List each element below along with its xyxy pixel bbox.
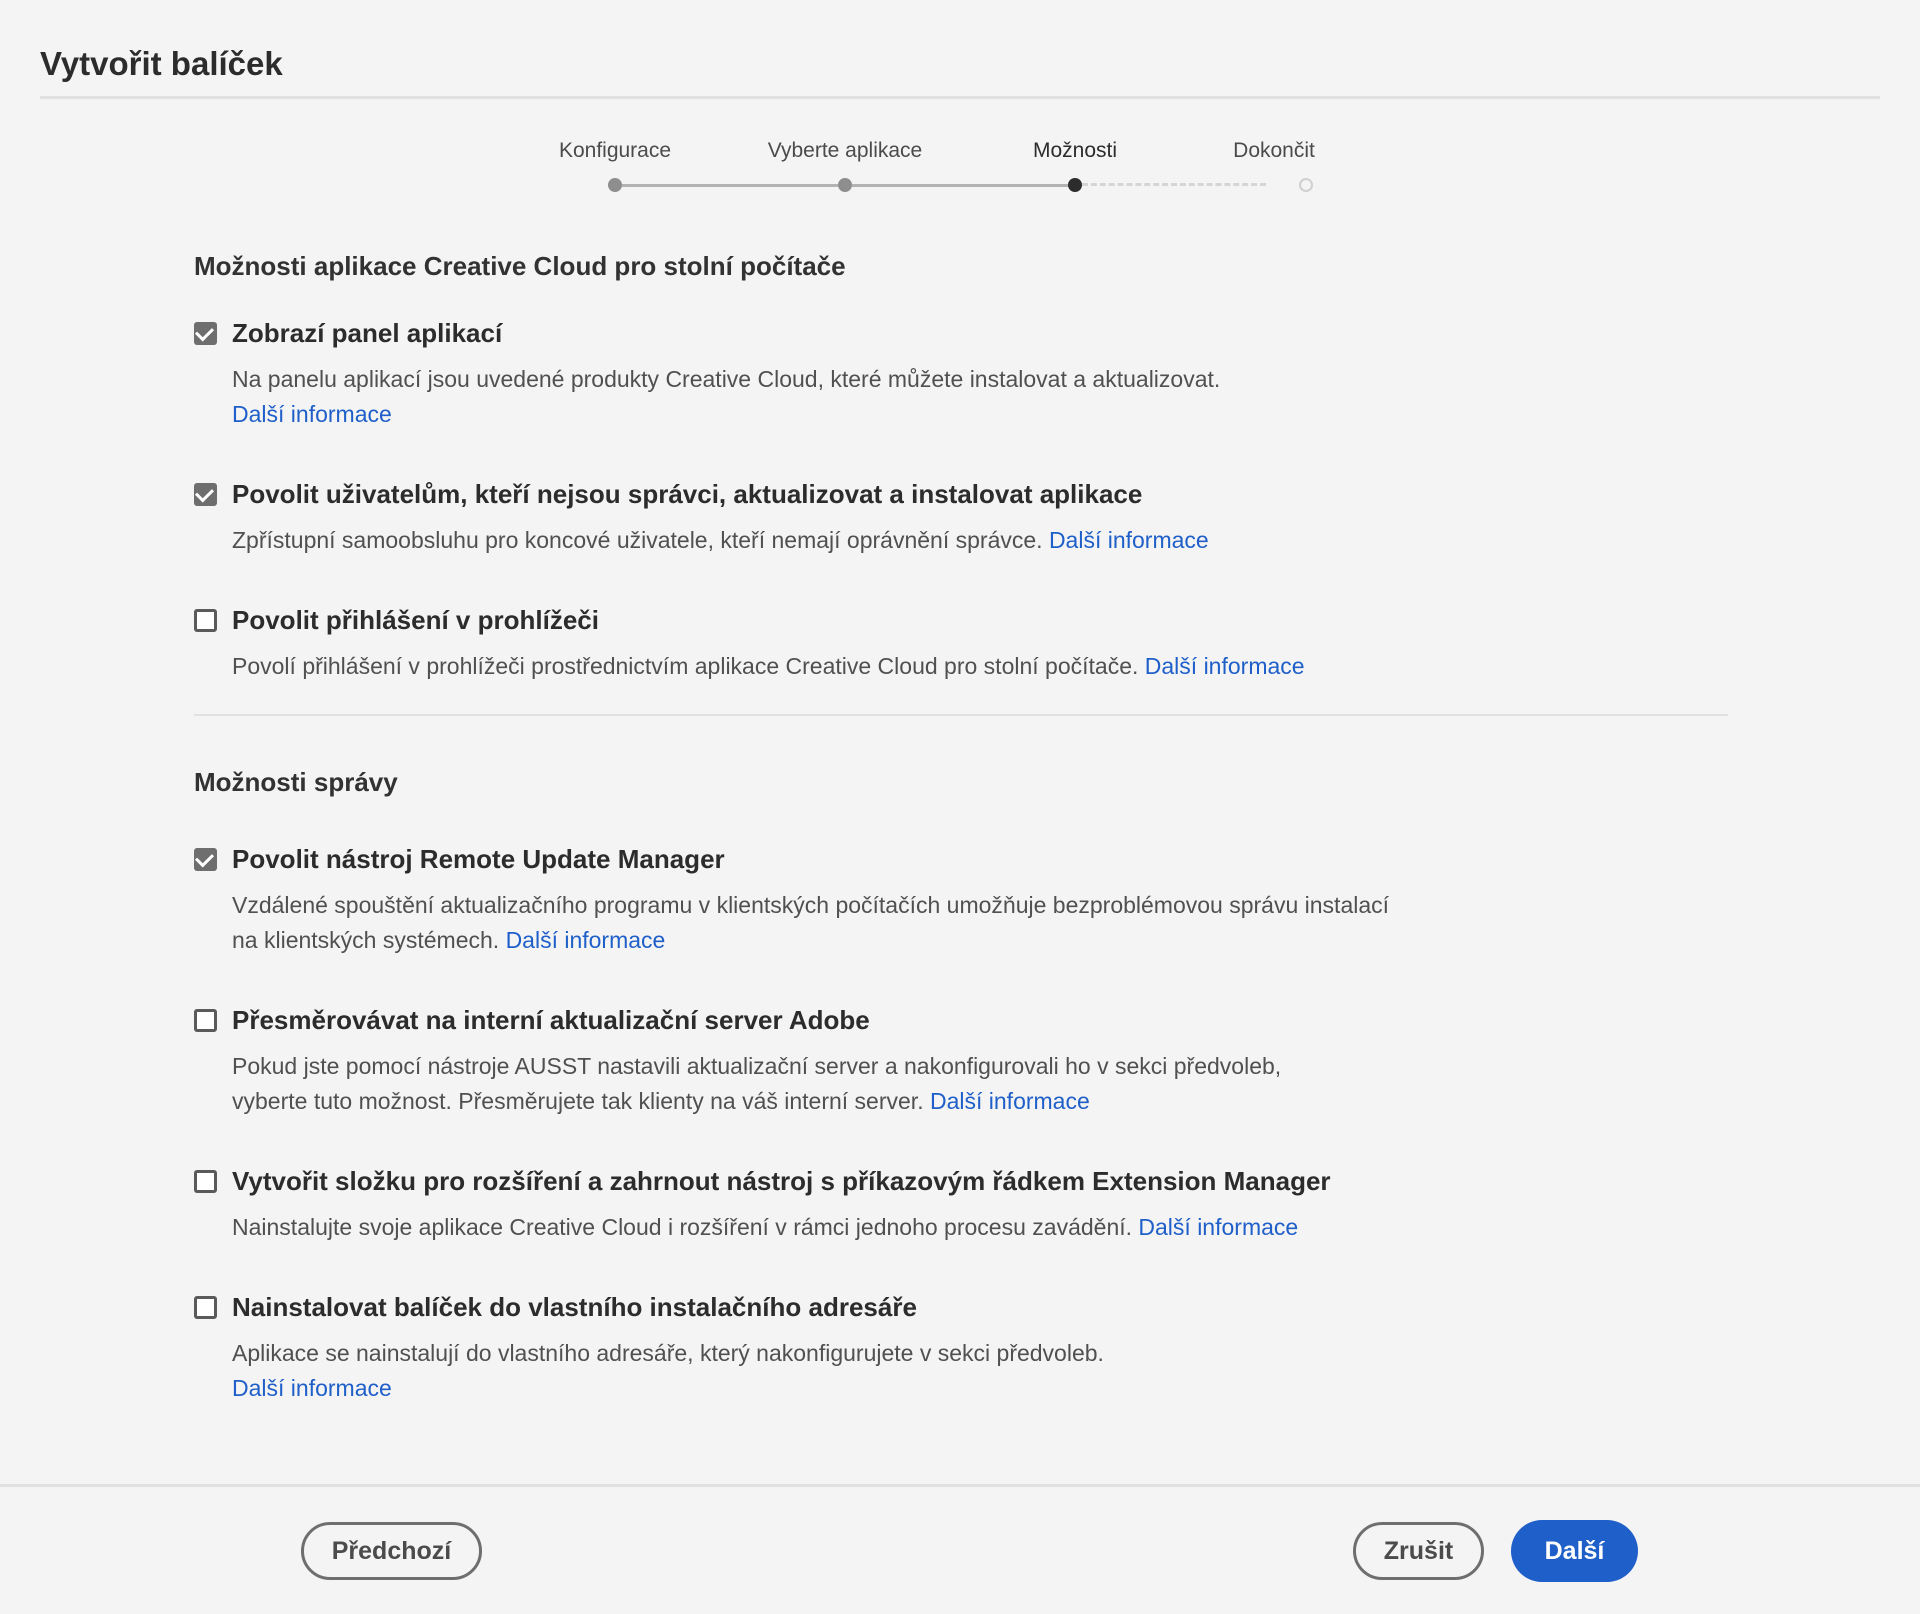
browser-login-checkbox[interactable] (194, 609, 217, 632)
allow-non-admin-checkbox[interactable] (194, 483, 217, 506)
options-content (194, 248, 1728, 1406)
section-title-management: Možnosti správy (194, 767, 398, 797)
option-description (232, 649, 1632, 684)
step-dot-options (1068, 178, 1082, 192)
option-label: Povolit uživatelům, kteří nejsou správci, aktualizovat a instalovat aplikace (232, 479, 1143, 509)
option-description (232, 362, 1382, 432)
option-label: Nainstalovat balíček do vlastního instalačního adresáře (232, 1292, 917, 1322)
option-description (232, 1049, 1362, 1119)
step-connector-1 (622, 184, 838, 187)
step-dot-finish (1299, 178, 1313, 192)
option-label: Povolit přihlášení v prohlížeči (232, 605, 599, 635)
cancel-button[interactable]: Zrušit (1353, 1522, 1484, 1580)
page-title: Vytvořit balíček (40, 45, 283, 82)
section-divider (194, 714, 1728, 716)
step-label-options: Možnosti (1032, 139, 1118, 162)
next-button[interactable]: Další (1511, 1520, 1638, 1582)
learn-more-link[interactable]: Další informace (232, 1375, 392, 1401)
option-internal-update-server (194, 1001, 1728, 1119)
option-description (232, 888, 1402, 958)
page-header (40, 44, 1880, 99)
learn-more-link[interactable]: Další informace (1138, 1214, 1299, 1240)
learn-more-link[interactable]: Další informace (505, 927, 666, 953)
extension-manager-checkbox[interactable] (194, 1170, 217, 1193)
learn-more-link[interactable]: Další informace (929, 1088, 1090, 1114)
previous-button[interactable]: Předchozí (301, 1522, 482, 1580)
option-description-text: Zpřístupní samoobsluhu pro koncové uživatele, kteří nemají oprávnění správce. (232, 527, 1043, 553)
option-description-text: Pokud jste pomocí nástroje AUSST nastavili aktualizační server a nakonfigurovali ho v sekci předvoleb, vyberte tuto možnost. Přesměrujete tak klienty na váš interní server. (232, 1053, 1282, 1114)
option-description (232, 1210, 1632, 1245)
step-label-configuration: Konfigurace (558, 139, 672, 162)
show-apps-panel-checkbox[interactable] (194, 322, 217, 345)
option-description (232, 1336, 1382, 1406)
option-description (232, 523, 1382, 558)
option-description-text: Na panelu aplikací jsou uvedené produkty Creative Cloud, které můžete instalovat a aktualizovat. (232, 366, 1221, 392)
option-remote-update-manager (194, 840, 1728, 958)
footer-bar (0, 1484, 1920, 1614)
option-show-apps-panel (194, 314, 1728, 432)
learn-more-link[interactable]: Další informace (1144, 653, 1305, 679)
option-label: Přesměrovávat na interní aktualizační server Adobe (232, 1005, 870, 1035)
learn-more-link[interactable]: Další informace (232, 401, 392, 427)
step-connector-2 (852, 184, 1068, 187)
step-label-select-apps: Vyberte aplikace (767, 139, 923, 162)
option-label: Povolit nástroj Remote Update Manager (232, 844, 725, 874)
section-title-desktop-app: Možnosti aplikace Creative Cloud pro stolní počítače (194, 251, 846, 281)
option-allow-non-admin (194, 475, 1728, 558)
step-connector-3 (1082, 183, 1266, 186)
internal-update-server-checkbox[interactable] (194, 1009, 217, 1032)
option-label: Zobrazí panel aplikací (232, 318, 503, 348)
step-dot-select-apps (838, 178, 852, 192)
option-description-text: Vzdálené spouštění aktualizačního programu v klientských počítačích umožňuje bezproblémovou správu instalací na klientských systémech. (232, 892, 1390, 953)
custom-install-dir-checkbox[interactable] (194, 1296, 217, 1319)
step-label-finish: Dokončit (1233, 139, 1315, 162)
option-extension-manager (194, 1162, 1728, 1245)
option-description-text: Nainstalujte svoje aplikace Creative Cloud i rozšíření v rámci jednoho procesu zavádění. (232, 1214, 1133, 1240)
option-description-text: Aplikace se nainstalují do vlastního adresáře, který nakonfigurujete v sekci předvoleb. (232, 1340, 1104, 1366)
learn-more-link[interactable]: Další informace (1048, 527, 1209, 553)
option-label: Vytvořit složku pro rozšíření a zahrnout nástroj s příkazovým řádkem Extension Manager (232, 1166, 1331, 1196)
option-custom-install-dir (194, 1288, 1728, 1406)
step-dot-configuration (608, 178, 622, 192)
progress-stepper (0, 136, 1920, 206)
remote-update-manager-checkbox[interactable] (194, 848, 217, 871)
option-description-text: Povolí přihlášení v prohlížeči prostřednictvím aplikace Creative Cloud pro stolní počítače. (232, 653, 1139, 679)
option-browser-login (194, 601, 1728, 684)
